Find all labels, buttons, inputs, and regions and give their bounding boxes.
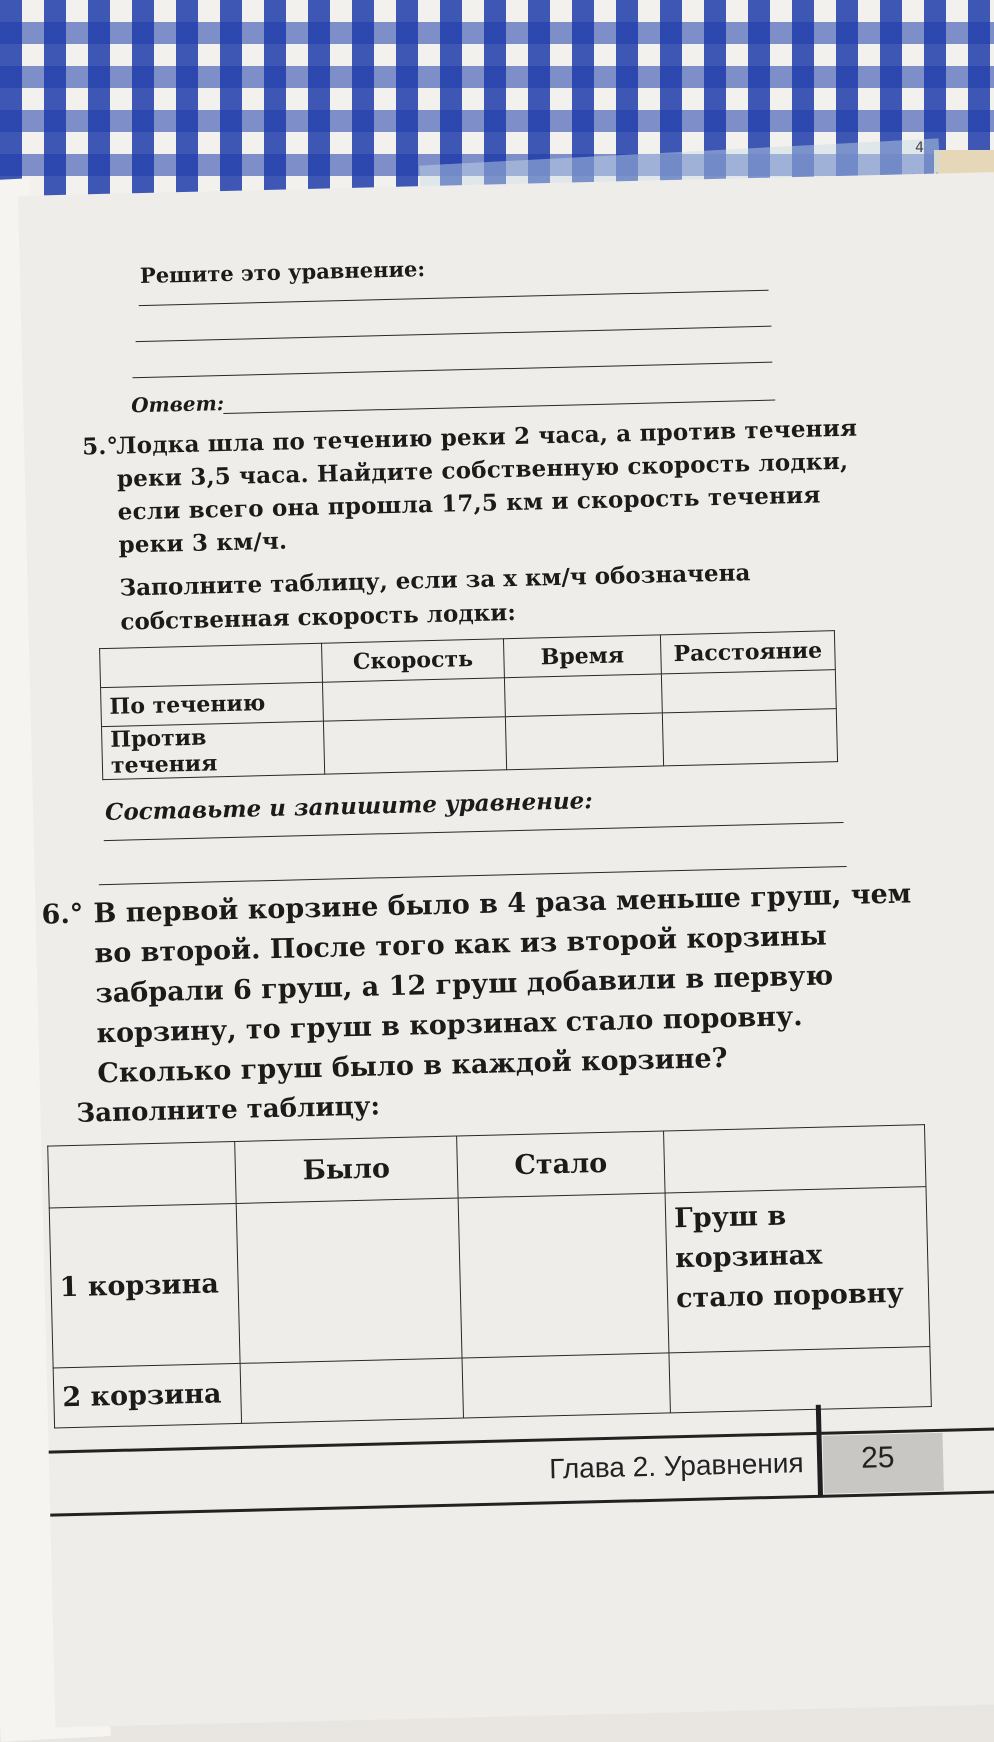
answer-line-1 bbox=[139, 290, 769, 306]
page-number: 25 bbox=[860, 1440, 895, 1475]
table-row-label: По течению bbox=[101, 682, 324, 726]
task-6 bbox=[41, 874, 926, 1095]
task-5-text: Лодка шла по течению реки 2 часа, а против течения реки 3,5 часа. Найдите собственную скорость лодки, если всего она прошла 17,5 км и скорость течения реки 3 км/ч. bbox=[115, 414, 858, 559]
task-5-fill-instruction: Заполните таблицу, если за x км/ч обозначена собственная скорость лодки: bbox=[119, 559, 751, 636]
table-row-label: Против течения bbox=[101, 721, 324, 779]
table-header-cell bbox=[48, 1141, 236, 1208]
chapter-title: Глава 2. Уравнения bbox=[548, 1447, 804, 1485]
answer-line bbox=[223, 400, 775, 414]
task-5-table bbox=[99, 630, 838, 780]
table-cell[interactable] bbox=[661, 670, 836, 713]
table-cell[interactable] bbox=[458, 1193, 669, 1358]
compose-equation-heading: Составьте и запишите уравнение: bbox=[104, 787, 594, 827]
task-5-number: 5.° bbox=[81, 432, 119, 461]
table-header-cell: Скорость bbox=[322, 639, 505, 682]
task-5 bbox=[82, 411, 865, 562]
table-cell[interactable] bbox=[505, 713, 663, 770]
footer-rule-bottom bbox=[50, 1490, 994, 1517]
table-row-label: 1 корзина bbox=[49, 1203, 240, 1368]
table-cell[interactable] bbox=[669, 1347, 931, 1413]
table-row-label: 2 корзина bbox=[53, 1363, 241, 1428]
table-cell[interactable] bbox=[236, 1198, 462, 1363]
answer-label: Ответ: bbox=[130, 391, 225, 418]
table-header-cell: Расстояние bbox=[660, 631, 835, 674]
answer-line-2 bbox=[136, 326, 772, 343]
table-cell[interactable] bbox=[504, 674, 662, 717]
table-cell[interactable] bbox=[462, 1353, 670, 1418]
equation-line-1 bbox=[104, 822, 844, 841]
task-6-table bbox=[47, 1124, 932, 1428]
task-6-text: В первой корзине было в 4 раза меньше груш, чем во второй. После того как из второй корзины забрали 6 груш, а 12 груш добавили в первую корзину, то груш в корзинах стало поровну. Сколько груш было в каждой корзине? bbox=[93, 878, 912, 1090]
table-cell[interactable] bbox=[322, 678, 505, 721]
table-header-cell bbox=[100, 643, 323, 687]
table-cell[interactable] bbox=[662, 709, 837, 766]
table-header-cell: Стало bbox=[457, 1131, 665, 1198]
solve-equation-heading: Решите это уравнение: bbox=[139, 256, 426, 289]
table-note-cell: Груш в корзинах стало поровну bbox=[665, 1187, 930, 1353]
top-tab-label: 4 bbox=[915, 140, 924, 156]
table-row bbox=[49, 1187, 930, 1368]
table-header-cell bbox=[664, 1125, 926, 1193]
table-header-cell: Было bbox=[235, 1136, 458, 1203]
table-header-cell: Время bbox=[503, 635, 661, 678]
table-cell[interactable] bbox=[323, 717, 506, 774]
table-cell[interactable] bbox=[240, 1358, 463, 1423]
task-6-number: 6.° bbox=[41, 898, 84, 931]
task-6-fill-instruction: Заполните таблицу: bbox=[76, 1091, 381, 1129]
answer-line-3 bbox=[132, 362, 772, 379]
textbook-page bbox=[18, 172, 994, 1727]
